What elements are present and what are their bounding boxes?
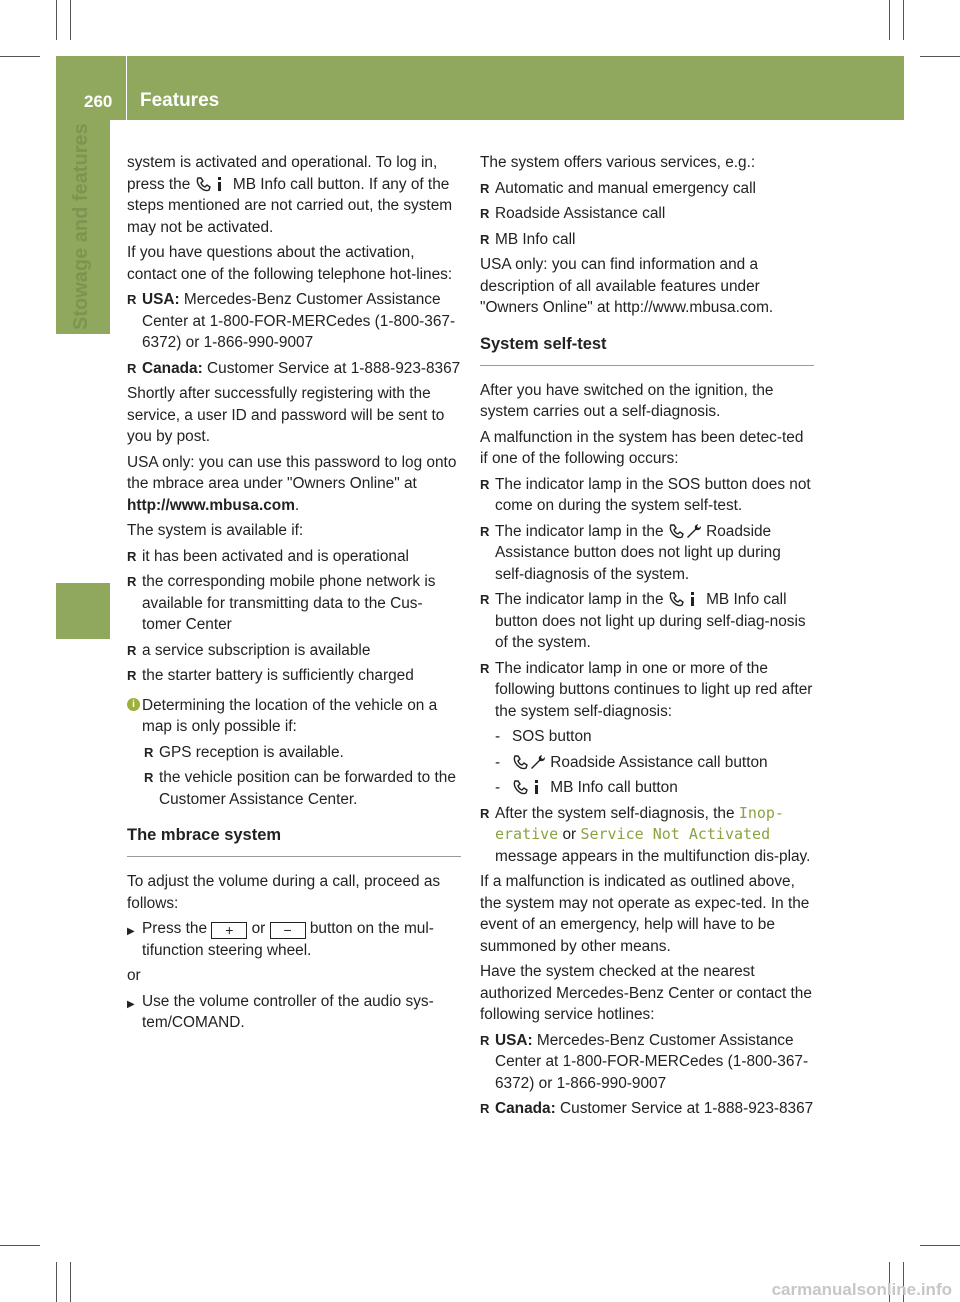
step-item: ▶ Use the volume controller of the audio sys-tem/COMAND. — [127, 991, 461, 1034]
paragraph: USA only: you can use this password to log onto the mbrace area under "Owners Online" at http://www.mbusa.com. — [127, 453, 457, 514]
plus-key-icon: + — [211, 922, 247, 939]
list-item: R The indicator lamp in the SOS button does not come on during the system self-test. — [480, 474, 814, 517]
list-item: R GPS reception is available. — [127, 742, 461, 764]
paragraph: The system offers various services, e.g.: — [480, 154, 756, 171]
heading-mbrace: The mbrace system — [127, 824, 461, 857]
paragraph: The system is available if: — [127, 522, 304, 539]
display-message: Inop‐ erative — [495, 803, 784, 843]
paragraph: or — [127, 967, 141, 984]
list-item: R the starter battery is sufficiently charged — [127, 665, 461, 687]
crop-mark — [56, 1262, 57, 1302]
phone-info-icon — [512, 779, 546, 795]
list-item: R a service subscription is available — [127, 640, 461, 662]
list-item: R After the system self-diagnosis, the Inop‐ erative or Service Not Activated message appears in the multifunction dis-play. — [480, 803, 814, 868]
phone-wrench-icon — [512, 754, 546, 770]
crop-mark — [920, 56, 960, 57]
crop-mark — [0, 56, 40, 57]
side-marker — [56, 583, 110, 639]
heading-self-test: System self-test — [480, 333, 814, 366]
left-column — [127, 152, 461, 1038]
sub-list-item: - Roadside Assistance call button — [480, 752, 814, 774]
crop-mark — [889, 0, 890, 40]
minus-key-icon: − — [270, 922, 306, 939]
section-title: Features — [140, 90, 220, 111]
side-tab-label: Stowage and features — [70, 123, 92, 330]
paragraph: To adjust the volume during a call, proceed as follows: — [127, 873, 441, 912]
step-item: ▶ Press the + or − button on the mul-tifunction steering wheel. — [127, 918, 461, 961]
crop-mark — [56, 0, 57, 40]
paragraph: Have the system checked at the nearest authorized Mercedes-Benz Center or contact the following service hotlines: — [480, 963, 812, 1023]
phone-info-icon — [668, 591, 702, 607]
paragraph: Shortly after successfully registering with the service, a user ID and password will be sent to you by post. — [127, 385, 445, 445]
watermark: carmanualsonline.info — [771, 1280, 952, 1299]
list-item: R USA: Mercedes-Benz Customer Assistance Center at 1-800-FOR-MERCedes (1-800-367-6372) or 1-866-990-9007 — [127, 289, 461, 354]
mbusa-link[interactable]: http://www.mbusa.com — [127, 496, 295, 514]
list-item: R Canada: Customer Service at 1-888-923-8367 — [127, 358, 461, 380]
paragraph: system is activated and operational. To log in, press the MB Info call button. If any of the steps mentioned are not carried out, the system may not be activated. — [127, 154, 453, 236]
crop-mark — [0, 1245, 40, 1246]
page-number: 260 — [84, 92, 113, 111]
list-item: R the vehicle position can be forwarded to the Customer Assistance Center. — [127, 767, 461, 810]
crop-mark — [903, 0, 904, 40]
right-column — [480, 152, 814, 1124]
info-note: i Determining the location of the vehicle on a map is only possible if: — [127, 695, 461, 738]
paragraph: After you have switched on the ignition, the system carries out a self-diagnosis. — [480, 381, 774, 420]
crop-mark — [70, 1262, 71, 1302]
sub-list-item: - SOS button — [480, 726, 814, 748]
list-item: R Automatic and manual emergency call — [480, 178, 814, 200]
paragraph: A malfunction in the system has been detec-ted if one of the following occurs: — [480, 428, 804, 467]
display-message: Service Not Activated — [580, 825, 771, 843]
paragraph: If a malfunction is indicated as outlined above, the system may not operate as expec-ted. In the event of an emergency, help will have to be summoned by other means. — [480, 873, 810, 955]
list-item: R MB Info call — [480, 229, 814, 251]
list-item: R it has been activated and is operational — [127, 546, 461, 568]
list-item: R The indicator lamp in the Roadside Assistance button does not light up during self-diagnosis of the system. — [480, 521, 814, 586]
list-item: R Roadside Assistance call — [480, 203, 814, 225]
crop-mark — [920, 1245, 960, 1246]
crop-mark — [70, 0, 71, 40]
sub-list-item: - MB Info call button — [480, 777, 814, 799]
phone-info-icon — [195, 176, 229, 192]
paragraph: If you have questions about the activation, contact one of the following telephone hot-lines: — [127, 244, 453, 283]
phone-wrench-icon — [668, 523, 702, 539]
list-item: R Canada: Customer Service at 1-888-923-8367 — [480, 1098, 814, 1120]
list-item: R the corresponding mobile phone network is available for transmitting data to the Cus-tomer Center — [127, 571, 461, 636]
list-item: R The indicator lamp in one or more of the following buttons continues to light up red after the system self-diagnosis: — [480, 658, 814, 723]
list-item: R The indicator lamp in the MB Info call button does not light up during self-diag-nosis of the system. — [480, 589, 814, 654]
info-icon: i — [127, 698, 140, 711]
list-item: R USA: Mercedes-Benz Customer Assistance Center at 1-800-FOR-MERCedes (1-800-367-6372) or 1-866-990-9007 — [480, 1030, 814, 1095]
paragraph: USA only: you can find information and a description of all available features under "Owners Online" at http://www.mbusa.com. — [480, 256, 774, 316]
